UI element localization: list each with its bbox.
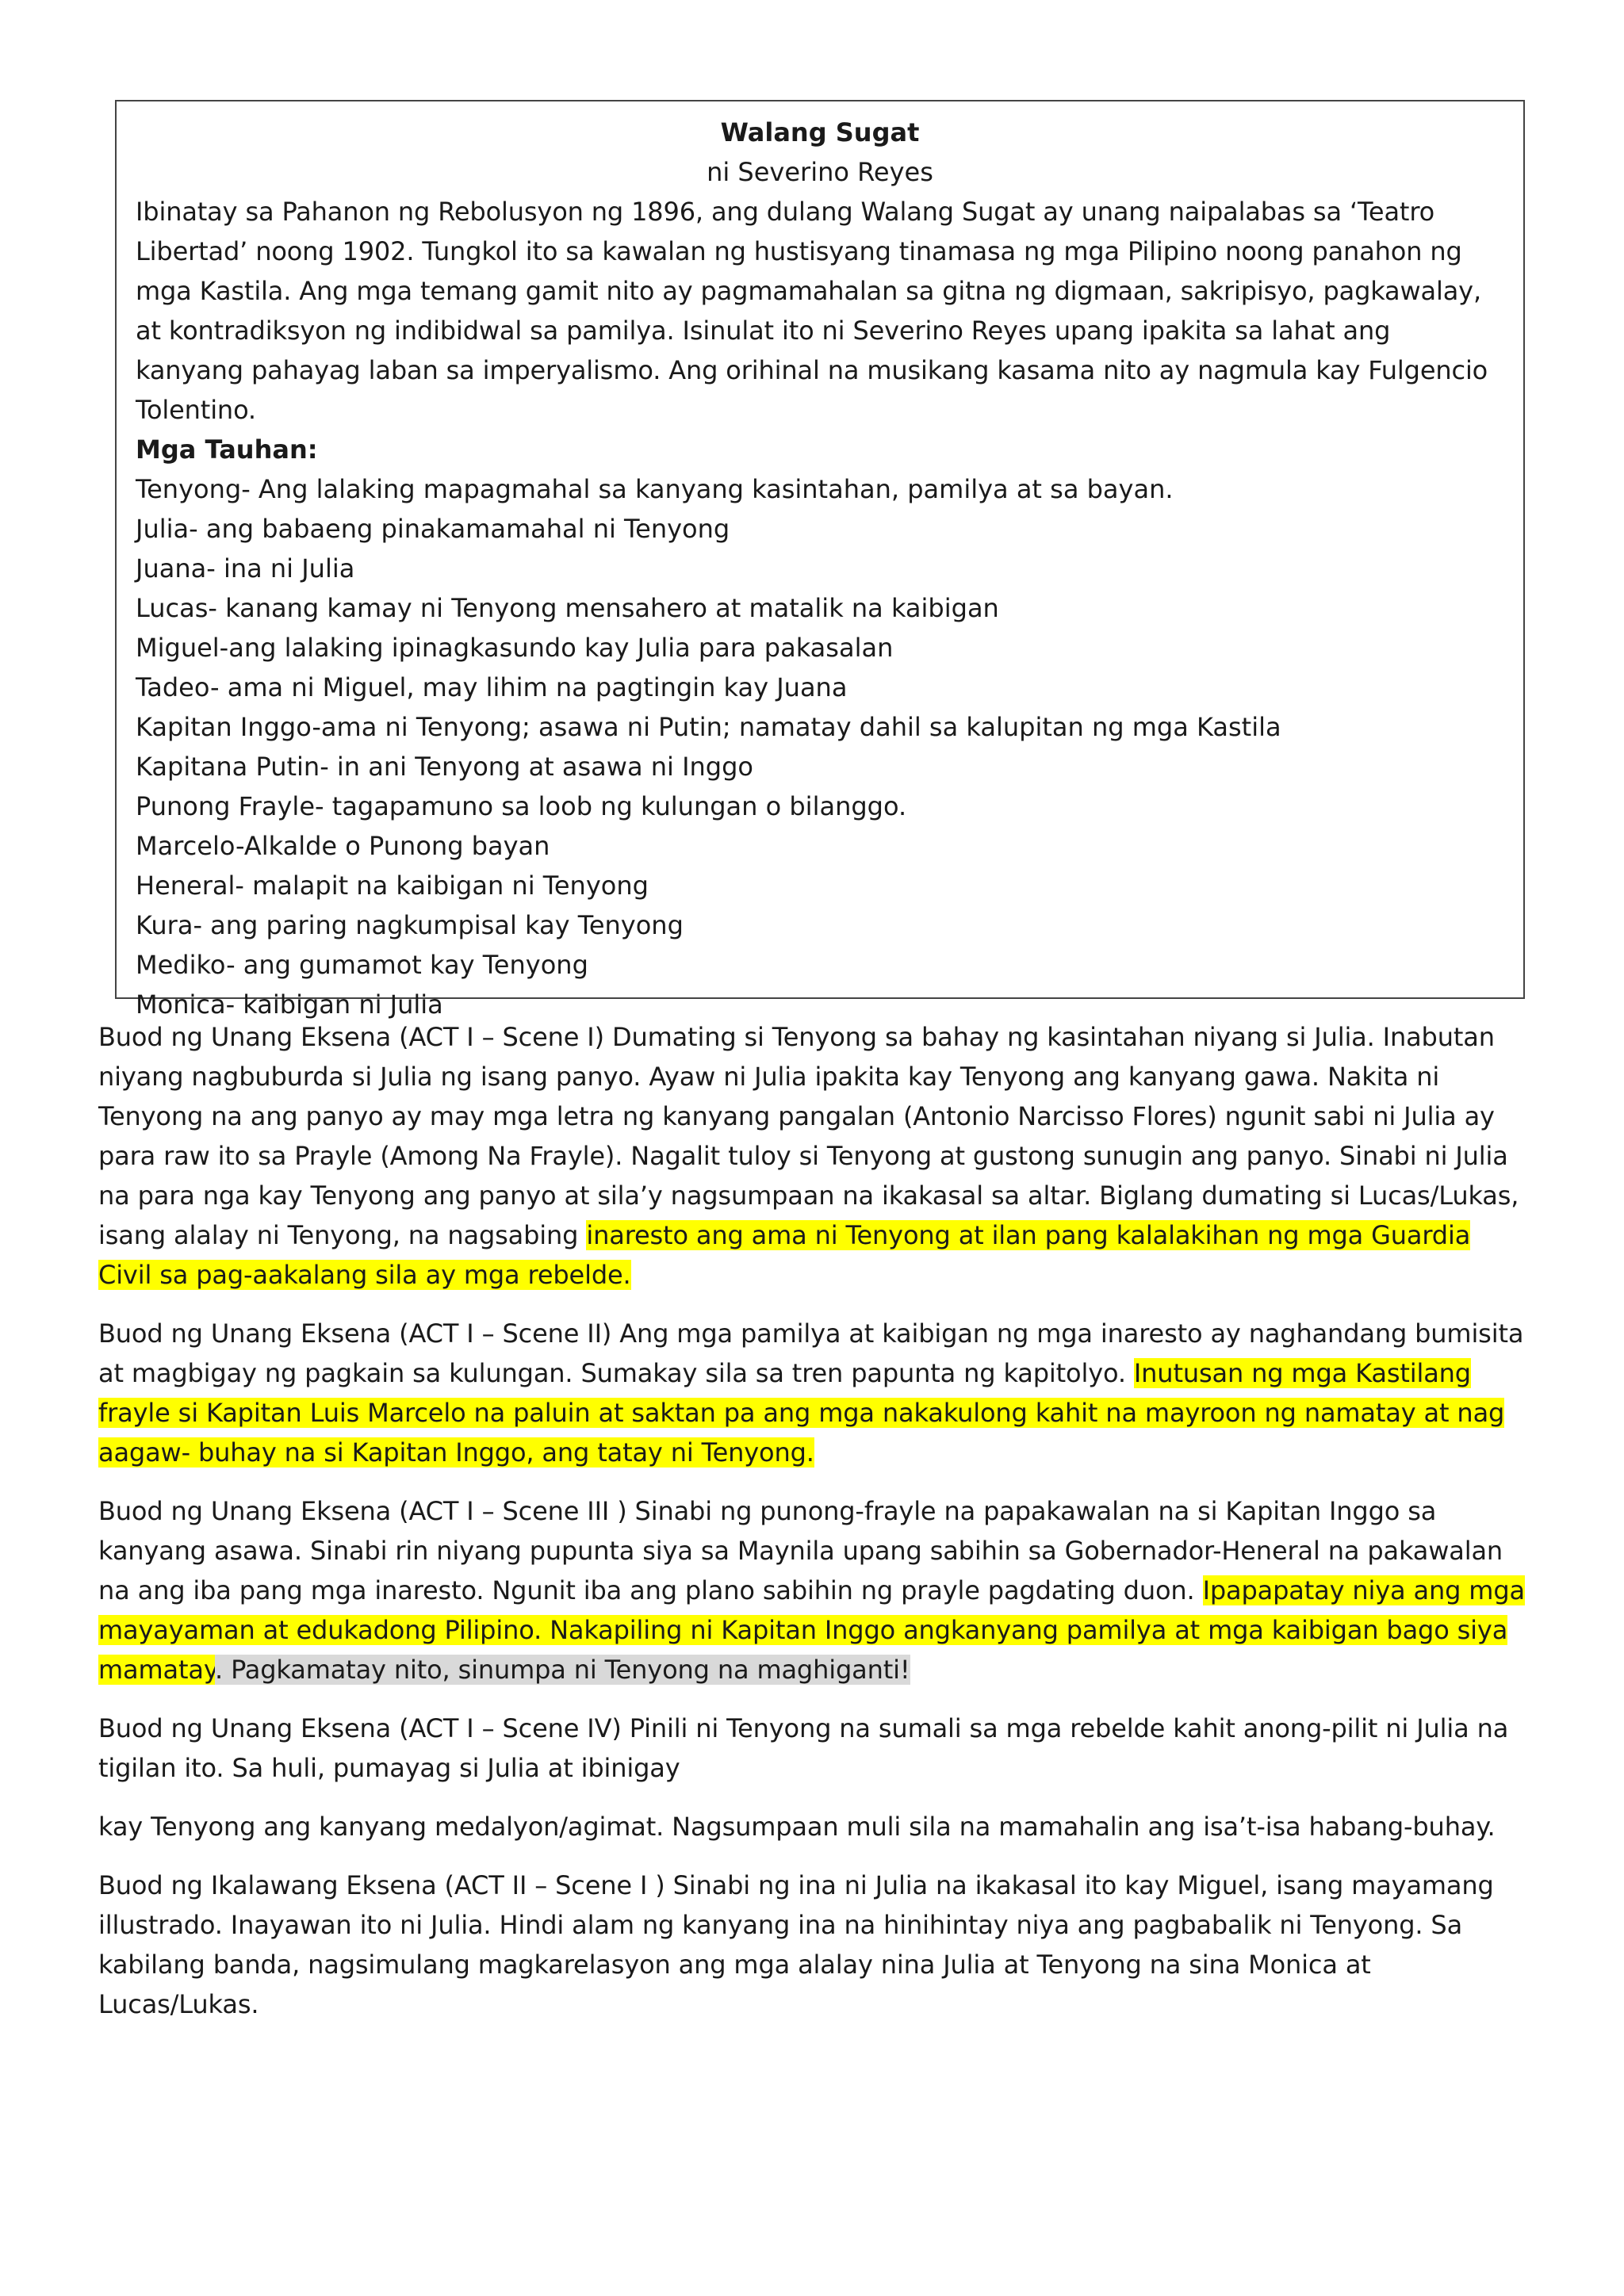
cast-item: Monica- kaibigan ni Julia: [136, 989, 443, 1020]
scene-summaries: [98, 1017, 1526, 2043]
summary-text: Buod ng Unang Eksena (ACT I – Scene II) Ang mga pamilya at kaibigan ng mga inaresto ay naghandang bumisita at magbigay ng pagkain sa kulungan. Sumakay sila sa tren papunta ng kapitolyo.: [98, 1318, 1524, 1388]
cast-item: Miguel-ang lalaking ipinagkasundo kay Julia para pakasalan: [136, 633, 894, 663]
cast-heading: Mga Tauhan:: [136, 434, 318, 465]
cast-item: Kapitan Inggo-ama ni Tenyong; asawa ni Putin; namatay dahil sa kalupitan ng mga Kastila: [136, 712, 1281, 742]
cast-item: Juana- ina ni Julia: [136, 553, 355, 584]
play-author: ni Severino Reyes: [707, 157, 933, 187]
cast-list: [136, 469, 1504, 1024]
cast-item: Punong Frayle- tagapamuno sa loob ng kulungan o bilanggo.: [136, 791, 907, 821]
summary-act1-scene1: [98, 1017, 1526, 1295]
summary-act1-scene3: [98, 1491, 1526, 1689]
highlighted-text: Ipapapatay niya ang mga mayayaman at edukadong Pilipino. Nakapiling ni Kapitan Inggo angkanyang pamilya at mga kaibigan bago siya mamatay: [98, 1575, 1525, 1685]
cast-item: Tenyong- Ang lalaking mapagmahal sa kanyang kasintahan, pamilya at sa bayan.: [136, 474, 1174, 504]
cast-item: Kura- ang paring nagkumpisal kay Tenyong: [136, 910, 684, 940]
cast-item: Marcelo-Alkalde o Punong bayan: [136, 831, 550, 861]
highlighted-text: inaresto ang ama ni Tenyong at ilan pang kalalakihan ng mga Guardia Civil sa pag-aakalang sila ay mga rebelde.: [98, 1220, 1471, 1290]
cast-item: Lucas- kanang kamay ni Tenyong mensahero at matalik na kaibigan: [136, 593, 999, 623]
gray-highlighted-text: . Pagkamatay nito, sinumpa ni Tenyong na maghiganti!: [215, 1655, 910, 1685]
summary-text: Buod ng Unang Eksena (ACT I – Scene III ) Sinabi ng punong-frayle na papakawalan na si Kapitan Inggo sa kanyang asawa. Sinabi rin niyang pupunta siya sa Maynila upang sabihin sa Gobernador-Heneral na pakawalan na ang iba pang mga inaresto. Ngunit iba ang plano sabihin ng prayle pagdating duon.: [98, 1496, 1503, 1605]
cast-item: Tadeo- ama ni Miguel, may lihim na pagtingin kay Juana: [136, 672, 848, 702]
highlighted-text: Inutusan ng mga Kastilang frayle si Kapitan Luis Marcelo na paluin at saktan pa ang mga nakakulong kahit na mayroon ng namatay at nag aagaw- buhay na si Kapitan Inggo, ang tatay ni Tenyong.: [98, 1358, 1505, 1468]
summary-act2-scene1: Buod ng Ikalawang Eksena (ACT II – Scene I ) Sinabi ng ina ni Julia na ikakasal ito kay Miguel, isang mayamang illustrado. Inayawan ito ni Julia. Hindi alam ng kanyang ina na hinihintay niya ang pagbabalik ni Tenyong. Sa kabilang banda, nagsimulang magkarelasyon ang mga alalay nina Julia at Tenyong na sina Monica at Lucas/Lukas.: [98, 1870, 1494, 2019]
summary-act1-scene4-continued: kay Tenyong ang kanyang medalyon/agimat. Nagsumpaan muli sila na mamahalin ang isa’t-isa habang-buhay.: [98, 1812, 1496, 1842]
play-intro: Ibinatay sa Pahanon ng Rebolusyon ng 1896, ang dulang Walang Sugat ay unang naipalabas sa ‘Teatro Libertad’ noong 1902. Tungkol ito sa kawalan ng hustisyang tinamasa ng mga Pilipino noong panahon ng mga Kastila. Ang mga temang gamit nito ay pagmamahalan sa gitna ng digmaan, sakripisyo, pagkawalay, at kontradiksyon ng indibidwal sa pamilya. Isinulat ito ni Severino Reyes upang ipakita sa lahat ang kanyang pahayag laban sa imperyalismo. Ang orihinal na musikang kasama nito ay nagmula kay Fulgencio Tolentino.: [136, 197, 1488, 425]
summary-text: Buod ng Unang Eksena (ACT I – Scene I) Dumating si Tenyong sa bahay ng kasintahan niyang si Julia. Inabutan niyang nagbuburda si Julia ng isang panyo. Ayaw ni Julia ipakita kay Tenyong ang kanyang gawa. Nakita ni Tenyong na ang panyo ay may mga letra ng kanyang pangalan (Antonio Narcisso Flores) ngunit sabi ni Julia ay para raw ito sa Prayle (Among Na Frayle). Nagalit tuloy si Tenyong at gustong sunugin ang panyo. Sinabi ni Julia na para nga kay Tenyong ang panyo at sila’y nagsumpaan na ikakasal sa altar. Biglang dumating si Lucas/Lukas, isang alalay ni Tenyong, na nagsabing: [98, 1022, 1519, 1250]
summary-act1-scene2: [98, 1314, 1526, 1472]
summary-act1-scene4: Buod ng Unang Eksena (ACT I – Scene IV) Pinili ni Tenyong na sumali sa mga rebelde kahit anong-pilit ni Julia na tigilan ito. Sa huli, pumayag si Julia at ibinigay: [98, 1713, 1509, 1783]
play-info-box: [115, 100, 1525, 1020]
cast-item: Heneral- malapit na kaibigan ni Tenyong: [136, 871, 649, 901]
cast-item: Kapitana Putin- in ani Tenyong at asawa ni Inggo: [136, 752, 753, 782]
play-title: Walang Sugat: [720, 117, 920, 147]
cast-item: Julia- ang babaeng pinakamamahal ni Tenyong: [136, 514, 730, 544]
cast-item: Mediko- ang gumamot kay Tenyong: [136, 950, 588, 980]
